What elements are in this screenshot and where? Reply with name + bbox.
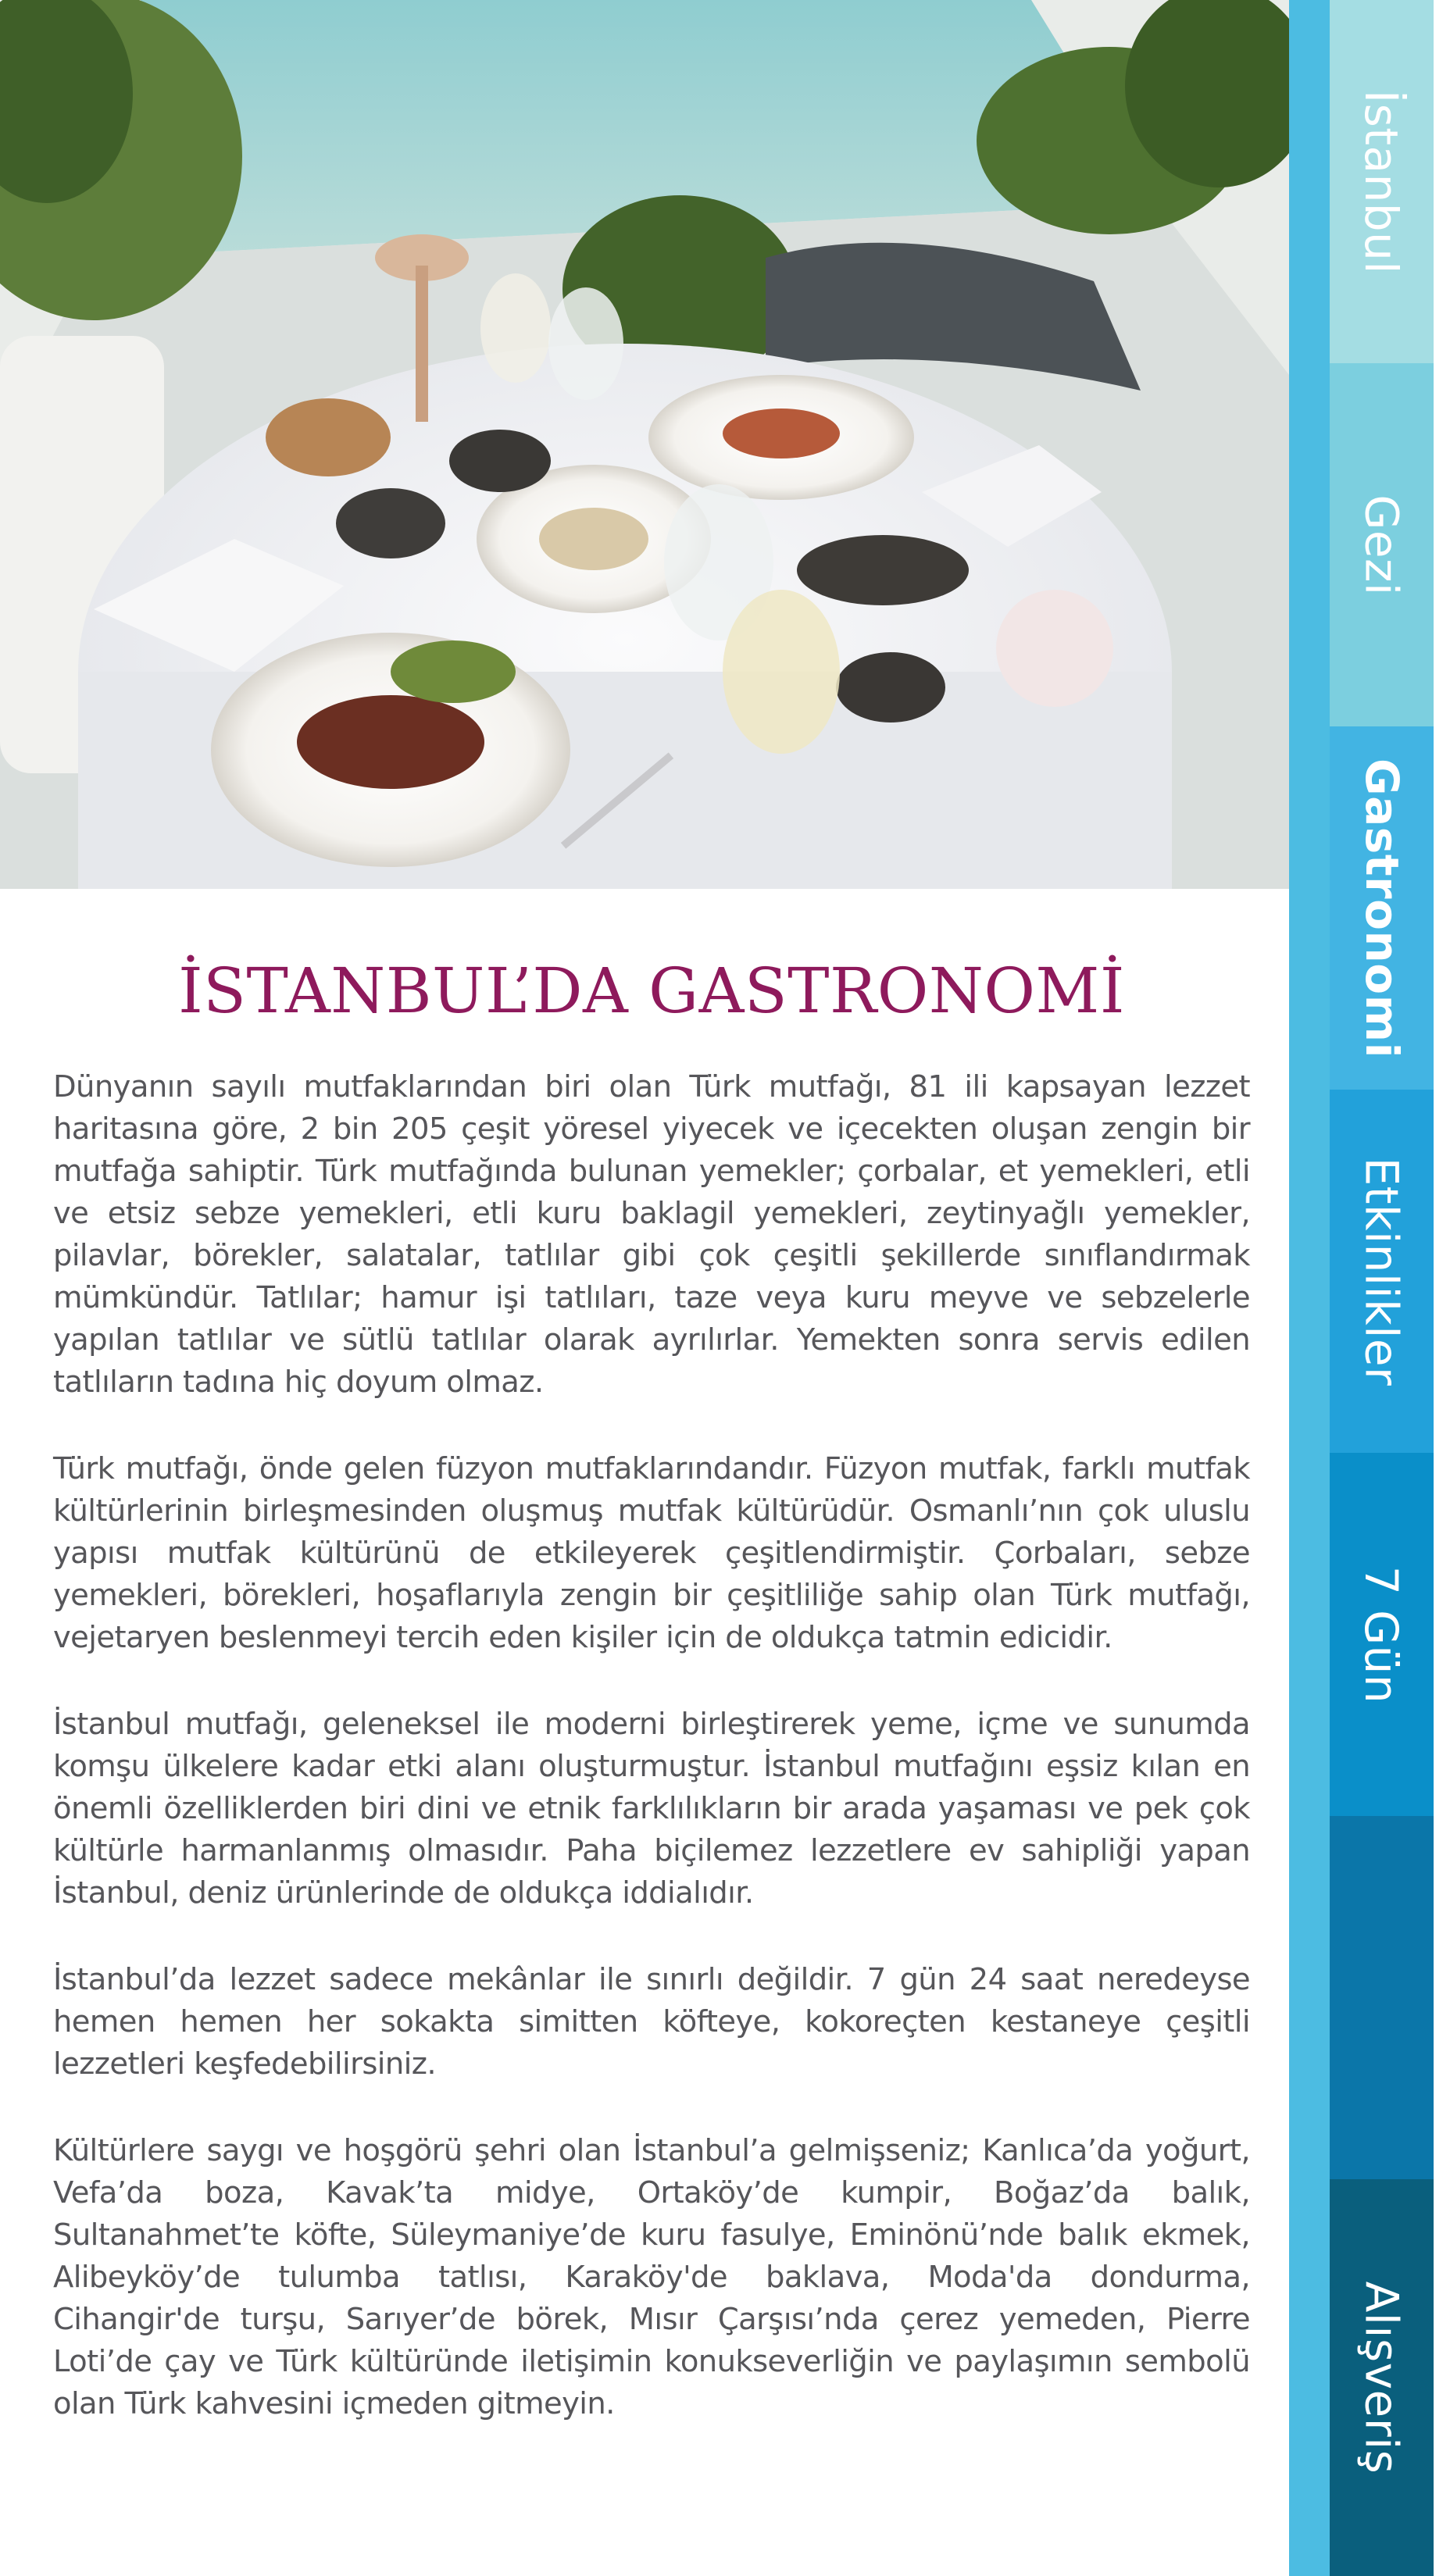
tab-label: Etkinlikler bbox=[1355, 1157, 1409, 1386]
tab-etkinlikler[interactable] bbox=[1330, 1090, 1434, 1453]
article bbox=[53, 889, 1250, 2470]
tab-label: 7 Gün bbox=[1355, 1565, 1409, 1704]
tab-alisveris[interactable] bbox=[1330, 2179, 1434, 2576]
tab-blank[interactable] bbox=[1330, 1816, 1434, 2179]
page-title: İSTANBUL’DA GASTRONOMİ bbox=[178, 954, 1125, 1027]
tab-label: İstanbul bbox=[1355, 89, 1409, 274]
paragraph-4: İstanbul’da lezzet sadece mekânlar ile sınırlı değildir. 7 gün 24 saat neredeyse hemen hemen her sokakta simitten köfteye, kokoreçten kestaneye çeşitli lezzetleri keşfedebilirsiniz. bbox=[53, 1962, 1250, 2082]
paragraph-2: Türk mutfağı, önde gelen füzyon mutfaklarındandır. Füzyon mutfak, farklı mutfak kültürlerinin birleşmesinden oluşmuş mutfak kültürüdür. Osmanlı’nın çok uluslu yapısı mutfak kültürünü de etkileyerek çeşitlendirmiştir. Çorbaları, sebze yemekleri, börekleri, hoşaflarıyla zengin bir çeşitliliğe sahip olan Türk mutfağı, vejetaryen beslenmeyi tercih eden kişiler için de oldukça tatmin edicidir. bbox=[53, 1451, 1250, 1655]
tab-label: Alışveriş bbox=[1355, 2281, 1409, 2474]
paragraph-1: Dünyanın sayılı mutfaklarından biri olan Türk mutfağı, 81 ili kapsayan lezzet haritasına göre, 2 bin 205 çeşit yöresel yiyecek ve içecekten oluşan zengin bir mutfağa sahiptir. Türk mutfağında bulunan yemekler; çorbalar, et yemekleri, etli ve etsiz sebze yemekleri, etli kuru baklagil yemekleri, zeytinyağlı yemekler, pilavlar, börekler, salatalar, tatlılar gibi çok çeşitli şekillerde sınıflandırmak mümkündür. Tatlılar; hamur işi tatlıları, taze veya kuru meyve ve sebzelerle yapılan tatlılar ve sütlü tatlılar olarak ayrılırlar. Yemekten sonra servis edilen tatlıların tadına hiç doyum olmaz. bbox=[53, 1069, 1250, 1400]
sidebar-accent-strip bbox=[1289, 0, 1330, 2576]
tab-istanbul[interactable] bbox=[1330, 0, 1434, 363]
tab-7-gun[interactable] bbox=[1330, 1453, 1434, 1816]
restaurant-table-photo bbox=[0, 0, 1289, 889]
tab-label: Gezi bbox=[1355, 494, 1409, 596]
tab-label: Gastronomi bbox=[1355, 758, 1409, 1058]
sidebar-edge bbox=[1434, 0, 1450, 2576]
tab-gezi[interactable] bbox=[1330, 363, 1434, 726]
paragraph-3: İstanbul mutfağı, geleneksel ile moderni birleştirerek yeme, içme ve sunumda komşu ülkelere kadar etki alanı oluşturmuştur. İstanbul mutfağını eşsiz kılan en önemli özelliklerden biri dini ve etnik farklılıkların bir arada yaşaması ve pek çok kültürle harmanlanmış olmasıdır. Paha biçilemez lezzetlere ev sahipliği yapan İstanbul, deniz ürünlerinde de oldukça iddialıdır. bbox=[53, 1707, 1250, 1911]
paragraph-5: Kültürlere saygı ve hoşgörü şehri olan İstanbul’a gelmişseniz; Kanlıca’da yoğurt, Vefa’da boza, Kavak’ta midye, Ortaköy’de kumpir, Boğaz’da balık, Sultanahmet’te köfte, Süleymaniye’de kuru fasulye, Eminönü’nde balık ekmek, Alibeyköy’de tulumba tatlısı, Karaköy'de baklava, Moda'da dondurma, Cihangir'de turşu, Sarıyer’de börek, Mısır Çarşısı’nda çerez yemeden, Pierre Loti’de çay ve Türk kültüründe iletişimin konukseverliğin ve paylaşımın sembolü olan Türk kahvesini içmeden gitmeyin. bbox=[53, 2133, 1250, 2421]
tab-gastronomi[interactable] bbox=[1330, 726, 1434, 1090]
